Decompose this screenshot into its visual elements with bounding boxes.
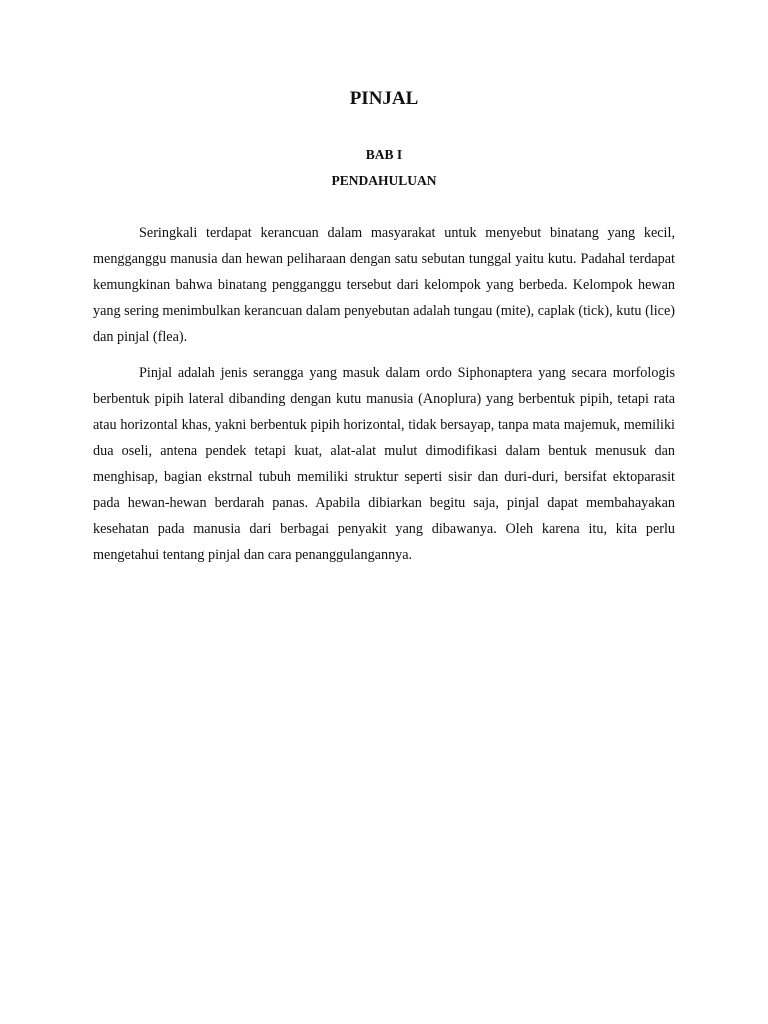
chapter-number: BAB I: [365, 147, 403, 162]
paragraph-1: Seringkali terdapat kerancuan dalam masyarakat untuk menyebut binatang yang kecil, mengganggu manusia dan hewan peliharaan dengan satu sebutan tunggal yaitu kutu. Padahal terdapat kemungkinan bahwa binatang pengganggu tersebut dari kelompok yang berbeda. Kelompok hewan yang sering menimbulkan kerancuan dalam penyebutan adalah tungau (mite), caplak (tick), kutu (lice) dan pinjal (flea).: [93, 225, 675, 345]
chapter-title: PENDAHULUAN: [331, 173, 437, 188]
document-title: PINJAL: [349, 88, 419, 109]
paragraph-2: Pinjal adalah jenis serangga yang masuk dalam ordo Siphonaptera yang secara morfologis berbentuk pipih lateral dibanding dengan kutu manusia (Anoplura) yang berbentuk pipih, tetapi rata atau horizontal khas, yakni berbentuk pipih horizontal, tidak bersayap, tanpa mata majemuk, memiliki dua oseli, antena pendek tetapi kuat, alat-alat mulut dimodifikasi dalam bentuk menusuk dan menghisap, bagian ekstrnal tubuh memiliki struktur seperti sisir dan duri-duri, bersifat ektoparasit pada hewan-hewan berdarah panas. Apabila dibiarkan begitu saja, pinjal dapat membahayakan kesehatan pada manusia dari berbagai penyakit yang dibawanya. Oleh karena itu, kita perlu mengetahui tentang pinjal dan cara penanggulangannya.: [93, 365, 675, 563]
